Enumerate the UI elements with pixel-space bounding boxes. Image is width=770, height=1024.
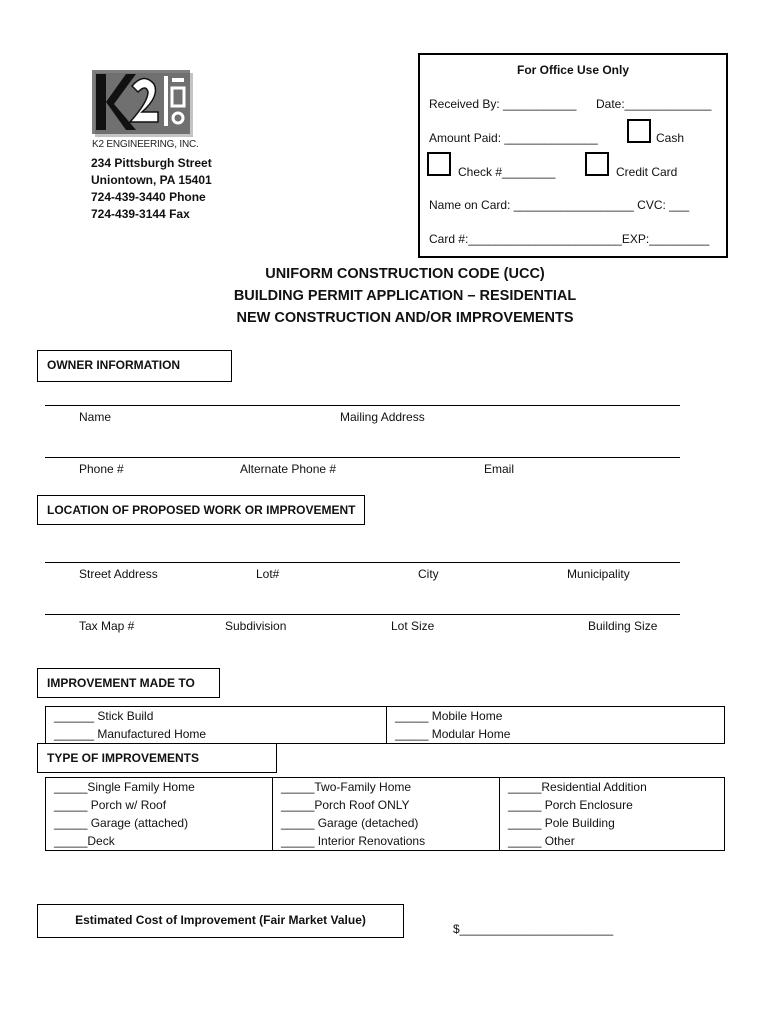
owner-mailing-address-label: Mailing Address — [340, 410, 425, 424]
received-by-field[interactable]: Received By: ___________ — [429, 97, 577, 111]
owner-email-label: Email — [484, 462, 515, 476]
stick-build-option[interactable]: ______ Stick Build — [46, 707, 387, 726]
estimated-cost-box — [37, 904, 404, 938]
credit-card-checkbox[interactable] — [585, 152, 609, 176]
municipality-label: Municipality — [567, 567, 630, 581]
check-number-field[interactable]: Check #________ — [458, 165, 556, 179]
improvement-table — [45, 706, 725, 744]
owner-info-header: OWNER INFORMATION — [37, 350, 232, 382]
porch-roof-only-option[interactable]: _____Porch Roof ONLY — [273, 796, 500, 814]
lot-size-label: Lot Size — [391, 619, 435, 633]
owner-line-2[interactable] — [45, 457, 680, 458]
form-title — [0, 263, 770, 329]
table-row — [46, 725, 725, 744]
location-line-2[interactable] — [45, 614, 680, 615]
title-line-3: NEW CONSTRUCTION AND/OR IMPROVEMENTS — [236, 310, 574, 326]
garage-detached-option[interactable]: _____ Garage (detached) — [273, 814, 500, 832]
phone-number: 724-439-3440 Phone — [91, 190, 206, 204]
deck-option[interactable]: _____Deck — [46, 832, 273, 851]
lot-label: Lot# — [256, 567, 280, 581]
interior-renovations-option[interactable]: _____ Interior Renovations — [273, 832, 500, 851]
owner-alt-phone-label: Alternate Phone # — [240, 462, 337, 476]
manufactured-home-option[interactable]: ______ Manufactured Home — [46, 725, 387, 744]
table-row — [46, 814, 725, 832]
garage-attached-option[interactable]: _____ Garage (attached) — [46, 814, 273, 832]
title-line-1: UNIFORM CONSTRUCTION CODE (UCC) — [265, 266, 545, 282]
fax-number: 724-439-3144 Fax — [91, 207, 190, 221]
improvement-header: IMPROVEMENT MADE TO — [37, 668, 220, 698]
company-name: K2 ENGINEERING, INC. — [92, 139, 199, 150]
estimated-cost-label: Estimated Cost of Improvement (Fair Market Value) — [75, 913, 366, 927]
street-address-label: Street Address — [79, 567, 158, 581]
pole-building-option[interactable]: _____ Pole Building — [500, 814, 725, 832]
table-row — [46, 832, 725, 851]
credit-card-label: Credit Card — [616, 165, 678, 179]
cash-label: Cash — [656, 131, 685, 145]
owner-line-1[interactable] — [45, 405, 680, 406]
residential-addition-option[interactable]: _____Residential Addition — [500, 778, 725, 797]
location-line-1[interactable] — [45, 562, 680, 563]
mobile-home-option[interactable]: _____ Mobile Home — [387, 707, 725, 726]
company-logo — [92, 70, 194, 138]
table-row — [46, 778, 725, 797]
check-checkbox[interactable] — [427, 152, 451, 176]
card-number-field[interactable]: Card #:_______________________EXP:_________ — [429, 232, 710, 246]
address-city: Uniontown, PA 15401 — [91, 173, 212, 187]
other-option[interactable]: _____ Other — [500, 832, 725, 851]
amount-paid-field[interactable]: Amount Paid: ______________ — [429, 131, 598, 145]
types-table — [45, 777, 725, 851]
date-field[interactable]: Date:_____________ — [596, 97, 712, 111]
city-label: City — [418, 567, 439, 581]
cash-checkbox[interactable] — [627, 119, 651, 143]
tax-map-label: Tax Map # — [79, 619, 135, 633]
estimated-cost-field[interactable]: $_______________________ — [453, 922, 614, 936]
building-size-label: Building Size — [588, 619, 658, 633]
location-header: LOCATION OF PROPOSED WORK OR IMPROVEMENT — [37, 495, 365, 525]
single-family-home-option[interactable]: _____Single Family Home — [46, 778, 273, 797]
types-header: TYPE OF IMPROVEMENTS — [37, 743, 277, 773]
owner-phone-label: Phone # — [79, 462, 124, 476]
two-family-home-option[interactable]: _____Two-Family Home — [273, 778, 500, 797]
address-street: 234 Pittsburgh Street — [91, 156, 212, 170]
company-address — [91, 155, 212, 223]
subdivision-label: Subdivision — [225, 619, 287, 633]
porch-enclosure-option[interactable]: _____ Porch Enclosure — [500, 796, 725, 814]
office-use-title: For Office Use Only — [516, 63, 630, 77]
porch-with-roof-option[interactable]: _____ Porch w/ Roof — [46, 796, 273, 814]
office-use-box — [418, 53, 728, 258]
modular-home-option[interactable]: _____ Modular Home — [387, 725, 725, 744]
name-on-card-field[interactable]: Name on Card: __________________ CVC: ___ — [429, 198, 690, 212]
table-row — [46, 707, 725, 726]
table-row — [46, 796, 725, 814]
owner-name-label: Name — [79, 410, 112, 424]
title-line-2: BUILDING PERMIT APPLICATION – RESIDENTIAL — [233, 288, 577, 304]
